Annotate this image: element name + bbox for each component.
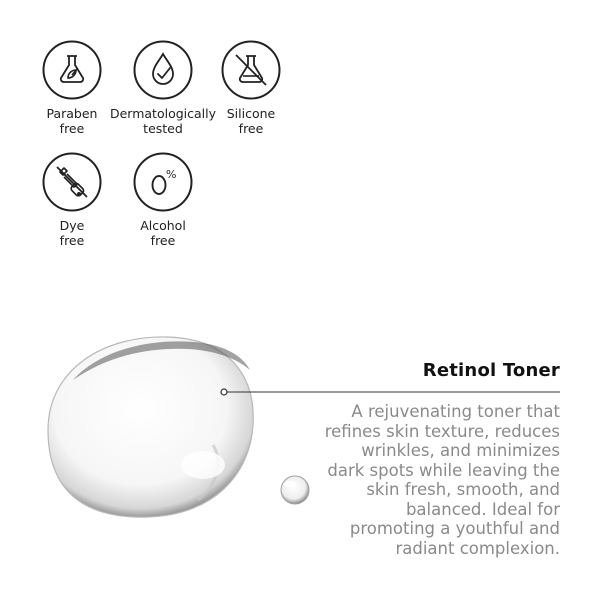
- badge-silicone-free: [196, 40, 306, 136]
- badge-label: Paraben free: [46, 106, 98, 136]
- serum-droplet-image: [28, 325, 328, 545]
- badge-label: Dermatologically tested: [109, 106, 217, 136]
- badge-label: Alcohol free: [140, 218, 186, 248]
- zero-percent-icon: [133, 152, 193, 212]
- product-title: Retinol Toner: [422, 360, 560, 381]
- svg-text:%: %: [166, 168, 177, 181]
- badge-label: Silicone free: [226, 106, 276, 136]
- flask-crossed-icon: [221, 40, 281, 100]
- badge-alcohol-free: [108, 152, 218, 248]
- badge-label: Dye free: [59, 218, 85, 248]
- product-description: A rejuvenating toner that refines skin texture, reduces wrinkles, and minimizes dark spots while leaving the skin fresh, smooth, and balanced. Ideal for promoting a youthful and radiant complexion.: [324, 402, 560, 558]
- dropper-crossed-icon: [42, 152, 102, 212]
- drop-check-icon: [133, 40, 193, 100]
- flask-leaf-icon: [42, 40, 102, 100]
